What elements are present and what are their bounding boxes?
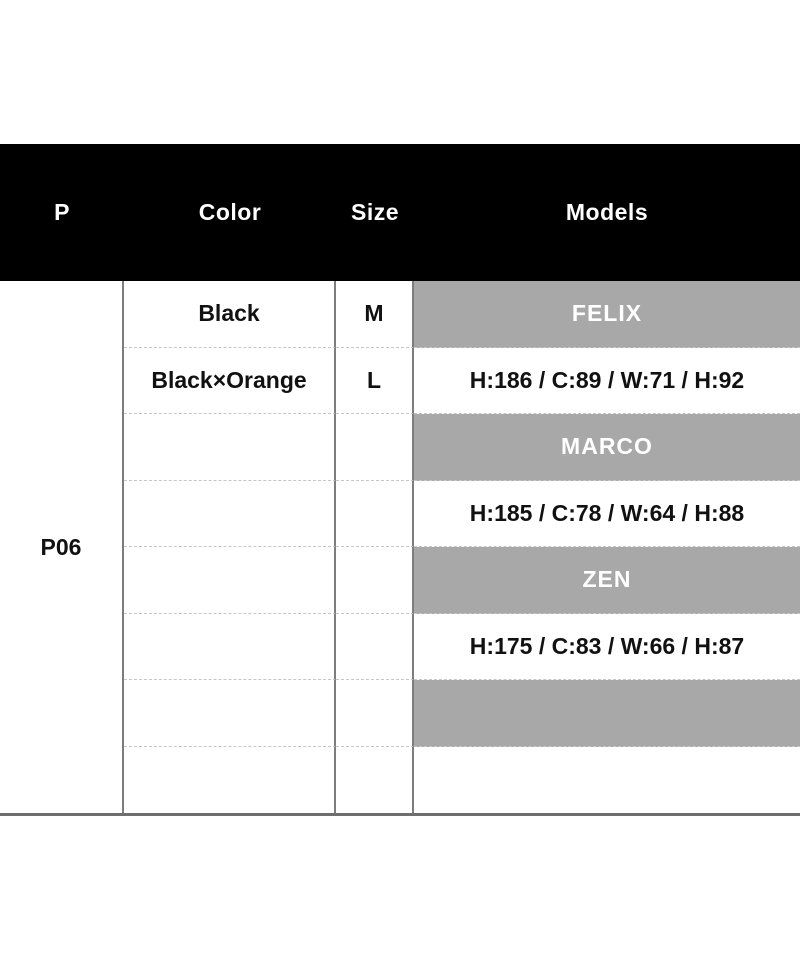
header-label-p: P	[54, 199, 70, 225]
size-cell	[336, 614, 414, 681]
color-cell: Black×Orange	[124, 348, 336, 415]
size-cell: M	[336, 281, 414, 348]
model-name-bar: ZEN	[414, 547, 800, 614]
color-cell	[124, 547, 336, 614]
model-measurements-cell: H:186 / C:89 / W:71 / H:92	[414, 348, 800, 415]
color-cell	[124, 481, 336, 548]
color-cell	[124, 680, 336, 747]
model-measurements-cell	[414, 747, 800, 814]
color-cell: Black	[124, 281, 336, 348]
color-cell	[124, 414, 336, 481]
header-cell-color	[124, 144, 336, 281]
size-chart-table	[0, 144, 800, 816]
model-measurements-cell: H:175 / C:83 / W:66 / H:87	[414, 614, 800, 681]
size-cell	[336, 680, 414, 747]
header-label-color: Color	[198, 199, 262, 225]
p-code-cell	[0, 281, 124, 813]
size-cell	[336, 547, 414, 614]
color-cell	[124, 747, 336, 814]
model-name-bar: FELIX	[414, 281, 800, 348]
header-cell-size	[336, 144, 414, 281]
header-cell-p	[0, 144, 124, 281]
model-name-bar	[414, 680, 800, 747]
size-cell: L	[336, 348, 414, 415]
header-label-size: Size	[350, 199, 400, 225]
size-cell	[336, 747, 414, 814]
model-name-bar: MARCO	[414, 414, 800, 481]
header-label-models: Models	[565, 199, 649, 225]
model-measurements-cell: H:185 / C:78 / W:64 / H:88	[414, 481, 800, 548]
size-cell	[336, 414, 414, 481]
header-cell-models	[414, 144, 800, 281]
p-code-label: P06	[40, 533, 82, 560]
color-cell	[124, 614, 336, 681]
size-cell	[336, 481, 414, 548]
